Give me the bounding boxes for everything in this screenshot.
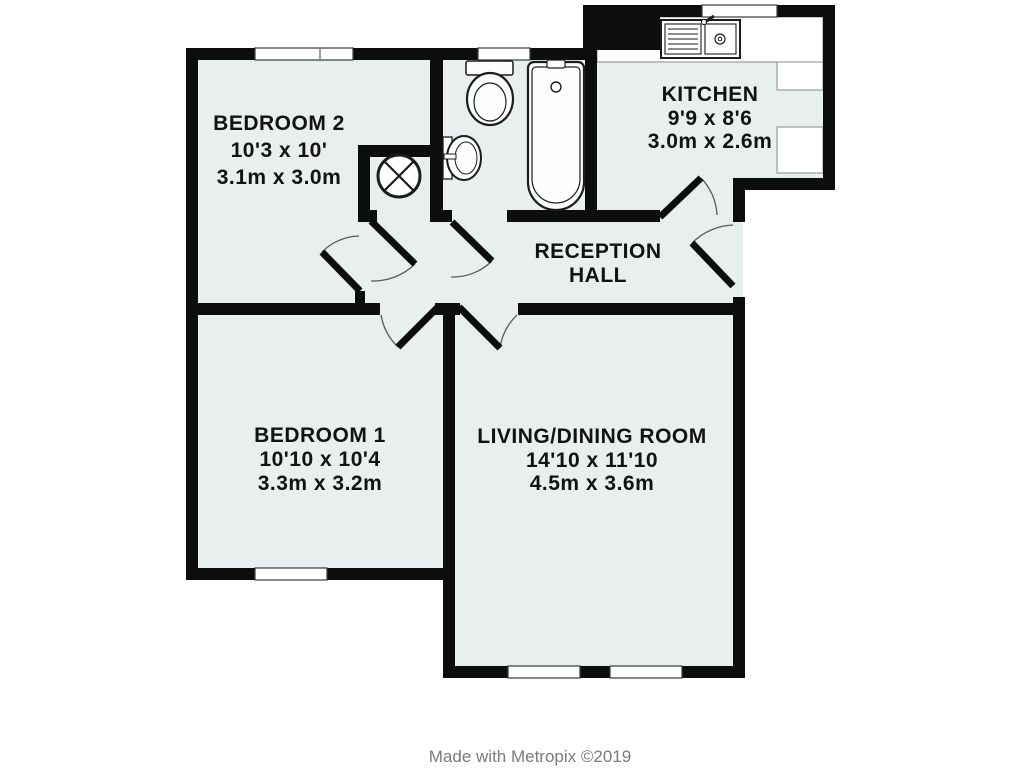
bedroom2-label: BEDROOM 2: [213, 112, 345, 135]
bathtub-outer: [528, 62, 584, 210]
wall-hall-top-kitchen-seg: [597, 210, 660, 222]
bedroom1-label: BEDROOM 1: [254, 424, 386, 447]
toilet-fixture: [466, 61, 513, 125]
kitchen-counter-right-lower: [777, 127, 823, 173]
sink-tap: [444, 154, 456, 159]
kitchen-sink-fixture: [661, 16, 740, 58]
window-living-2: [610, 666, 682, 678]
bedroom2-metric: 3.1m x 3.0m: [216, 166, 342, 189]
bathtub-taps: [547, 60, 565, 68]
bedroom2-imperial: 10'3 x 10': [230, 139, 328, 162]
floor-reception-hall: [310, 216, 743, 309]
wall-hall-bottom-right: [518, 303, 745, 315]
bathtub-fixture: [528, 60, 584, 210]
wall-hall-top-bathroom-right: [507, 210, 597, 222]
wall-kitchen-right: [823, 5, 835, 190]
window-living-1: [508, 666, 580, 678]
living-dining-imperial: 14'10 x 11'10: [525, 449, 659, 472]
living-dining-label: LIVING/DINING ROOM: [477, 425, 707, 448]
bathroom-sink-fixture: [443, 136, 481, 180]
kitchen-label: KITCHEN: [661, 83, 759, 106]
wall-bedroom1-living-divider: [443, 303, 455, 678]
bedroom1-metric: 3.3m x 3.2m: [257, 472, 383, 495]
wall-kitchen-left: [585, 5, 597, 222]
living-dining-metric: 4.5m x 3.6m: [529, 472, 655, 495]
metropix-credit: Made with Metropix ©2019: [428, 747, 632, 766]
reception-hall-label-line1: RECEPTION: [534, 240, 662, 263]
kitchen-imperial: 9'9 x 8'6: [667, 107, 753, 130]
window-bathroom: [478, 48, 530, 60]
window-bedroom1: [255, 568, 327, 580]
cylinder-circle-cross-symbol: [378, 155, 420, 197]
wall-bedroom2-bathroom-divider: [430, 48, 443, 210]
wall-hall-top-stub-mid: [430, 210, 452, 222]
reception-hall-label-line2: HALL: [569, 264, 627, 287]
kitchen-metric: 3.0m x 2.6m: [647, 130, 773, 153]
wall-hall-bottom-left: [186, 303, 380, 315]
wall-living-bottom: [443, 666, 745, 678]
wall-bedroom2-door-jamb: [355, 291, 365, 303]
window-bedroom2: [255, 48, 353, 60]
kitchen-sink-tap-base: [702, 20, 707, 25]
kitchen-counter-right-upper: [777, 62, 823, 90]
wall-right: [733, 297, 745, 678]
wall-entry-upper-jamb: [733, 178, 745, 222]
wall-kitchen-bottom: [733, 178, 835, 190]
bedroom1-imperial: 10'10 x 10'4: [259, 448, 381, 471]
